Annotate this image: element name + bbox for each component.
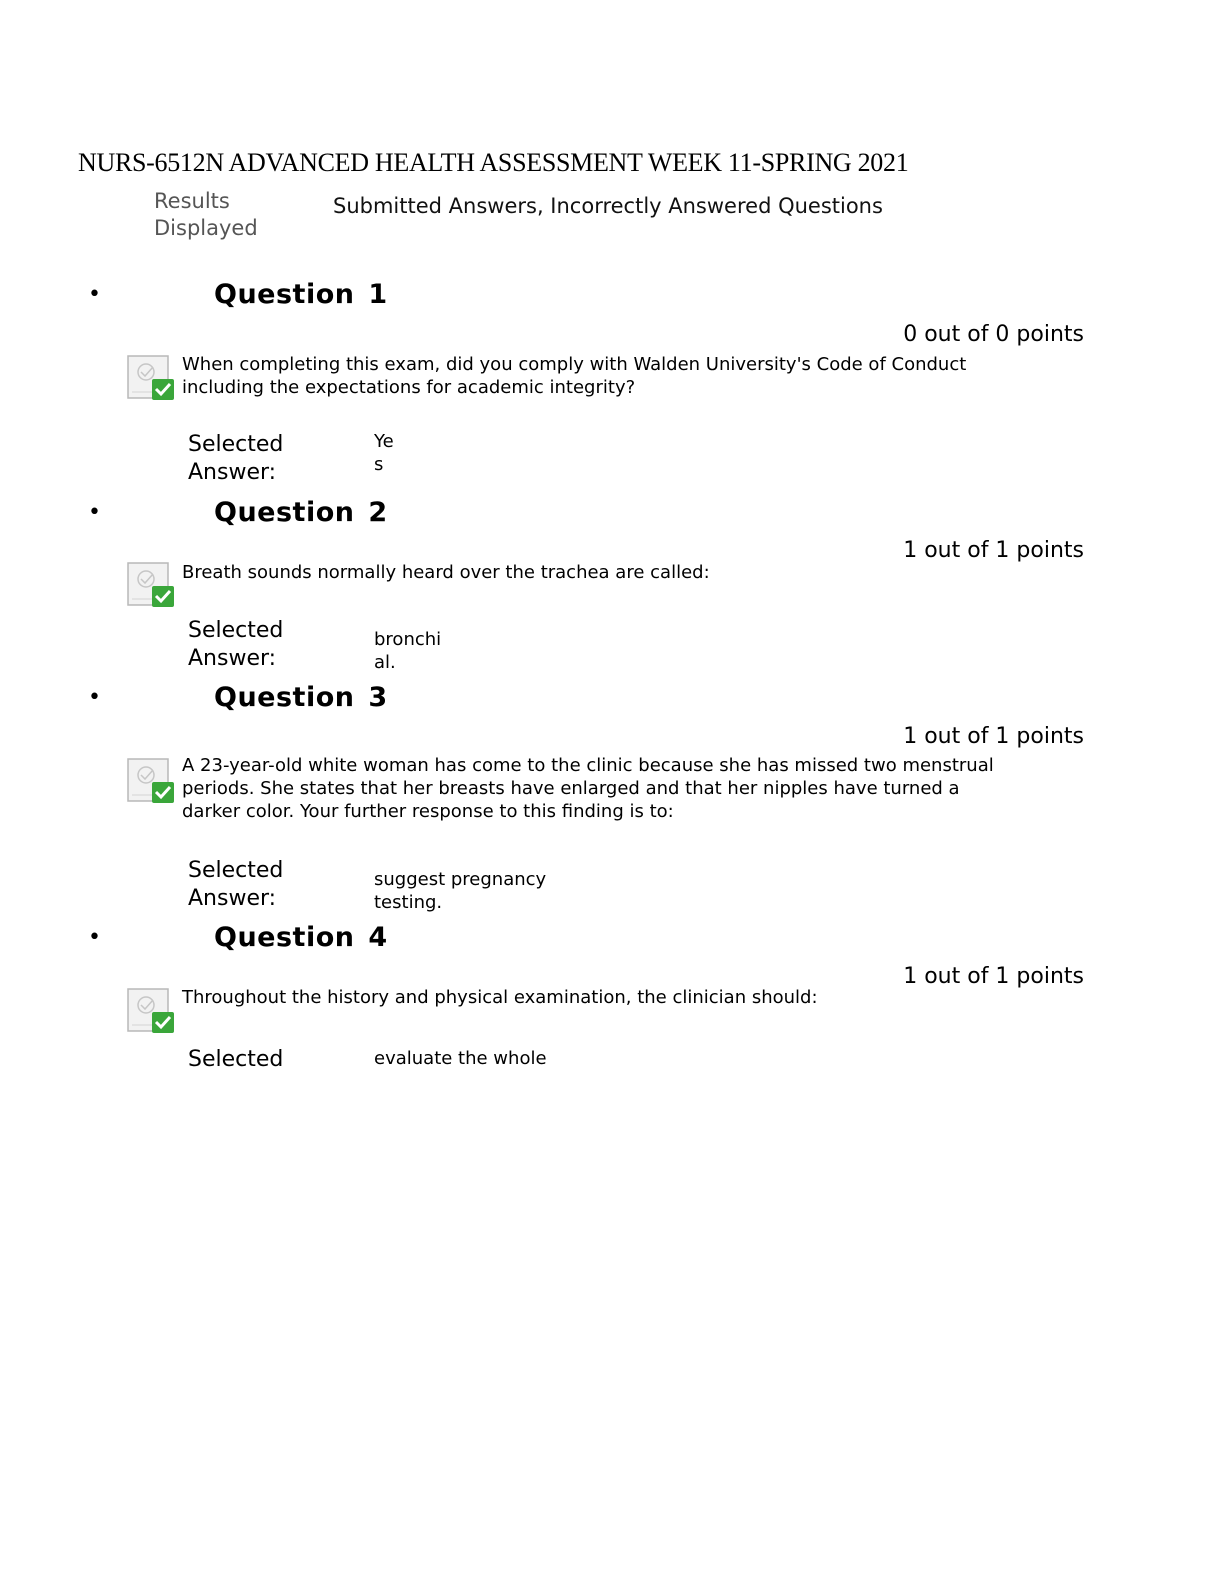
bullet: • xyxy=(88,500,101,525)
correct-check-icon xyxy=(126,559,176,609)
question-2-selected-answer: bronchi al. xyxy=(374,629,442,673)
question-4-text: Throughout the history and physical examination, the clinician should: xyxy=(182,987,818,1008)
correct-check-icon xyxy=(126,352,176,402)
question-1-text: When completing this exam, did you comply with Walden University's Code of Conduct including the expectations for academic integrity? xyxy=(182,354,967,398)
results-displayed-label: Results Displayed xyxy=(154,189,258,240)
question-3-points: 1 out of 1 points xyxy=(903,724,1084,749)
selected-label: Selected xyxy=(188,1047,284,1072)
results-displayed-value: Submitted Answers, Incorrectly Answered Questions xyxy=(333,194,883,218)
document-title: NURS-6512N ADVANCED HEALTH ASSESSMENT WEEK 11-SPRING 2021 xyxy=(78,148,909,177)
question-2-text: Breath sounds normally heard over the trachea are called: xyxy=(182,562,710,583)
question-4-points: 1 out of 1 points xyxy=(903,964,1084,989)
correct-check-icon xyxy=(126,985,176,1035)
question-3-selected-answer: suggest pregnancy testing. xyxy=(374,869,547,913)
question-4-selected-answer: evaluate the whole xyxy=(374,1048,547,1069)
bullet: • xyxy=(88,925,101,950)
selected-answer-label: Selected Answer: xyxy=(188,858,284,911)
bullet: • xyxy=(88,685,101,710)
question-2-title: Question 2 xyxy=(214,497,388,528)
question-3-title: Question 3 xyxy=(214,682,388,713)
question-4-title: Question 4 xyxy=(214,922,388,953)
question-3-text: A 23-year-old white woman has come to the clinic because she has missed two menstrual periods. She states that her breasts have enlarged and that her nipples have turned a darker color. Your further response to this finding is to: xyxy=(182,755,994,822)
bullet: • xyxy=(88,282,101,307)
question-1-title: Question 1 xyxy=(214,279,388,310)
selected-answer-label: Selected Answer: xyxy=(188,432,284,485)
correct-check-icon xyxy=(126,755,176,805)
question-1-points: 0 out of 0 points xyxy=(903,322,1084,347)
selected-answer-label: Selected Answer: xyxy=(188,618,284,671)
question-2-points: 1 out of 1 points xyxy=(903,538,1084,563)
question-1-selected-answer: Ye s xyxy=(374,431,394,475)
